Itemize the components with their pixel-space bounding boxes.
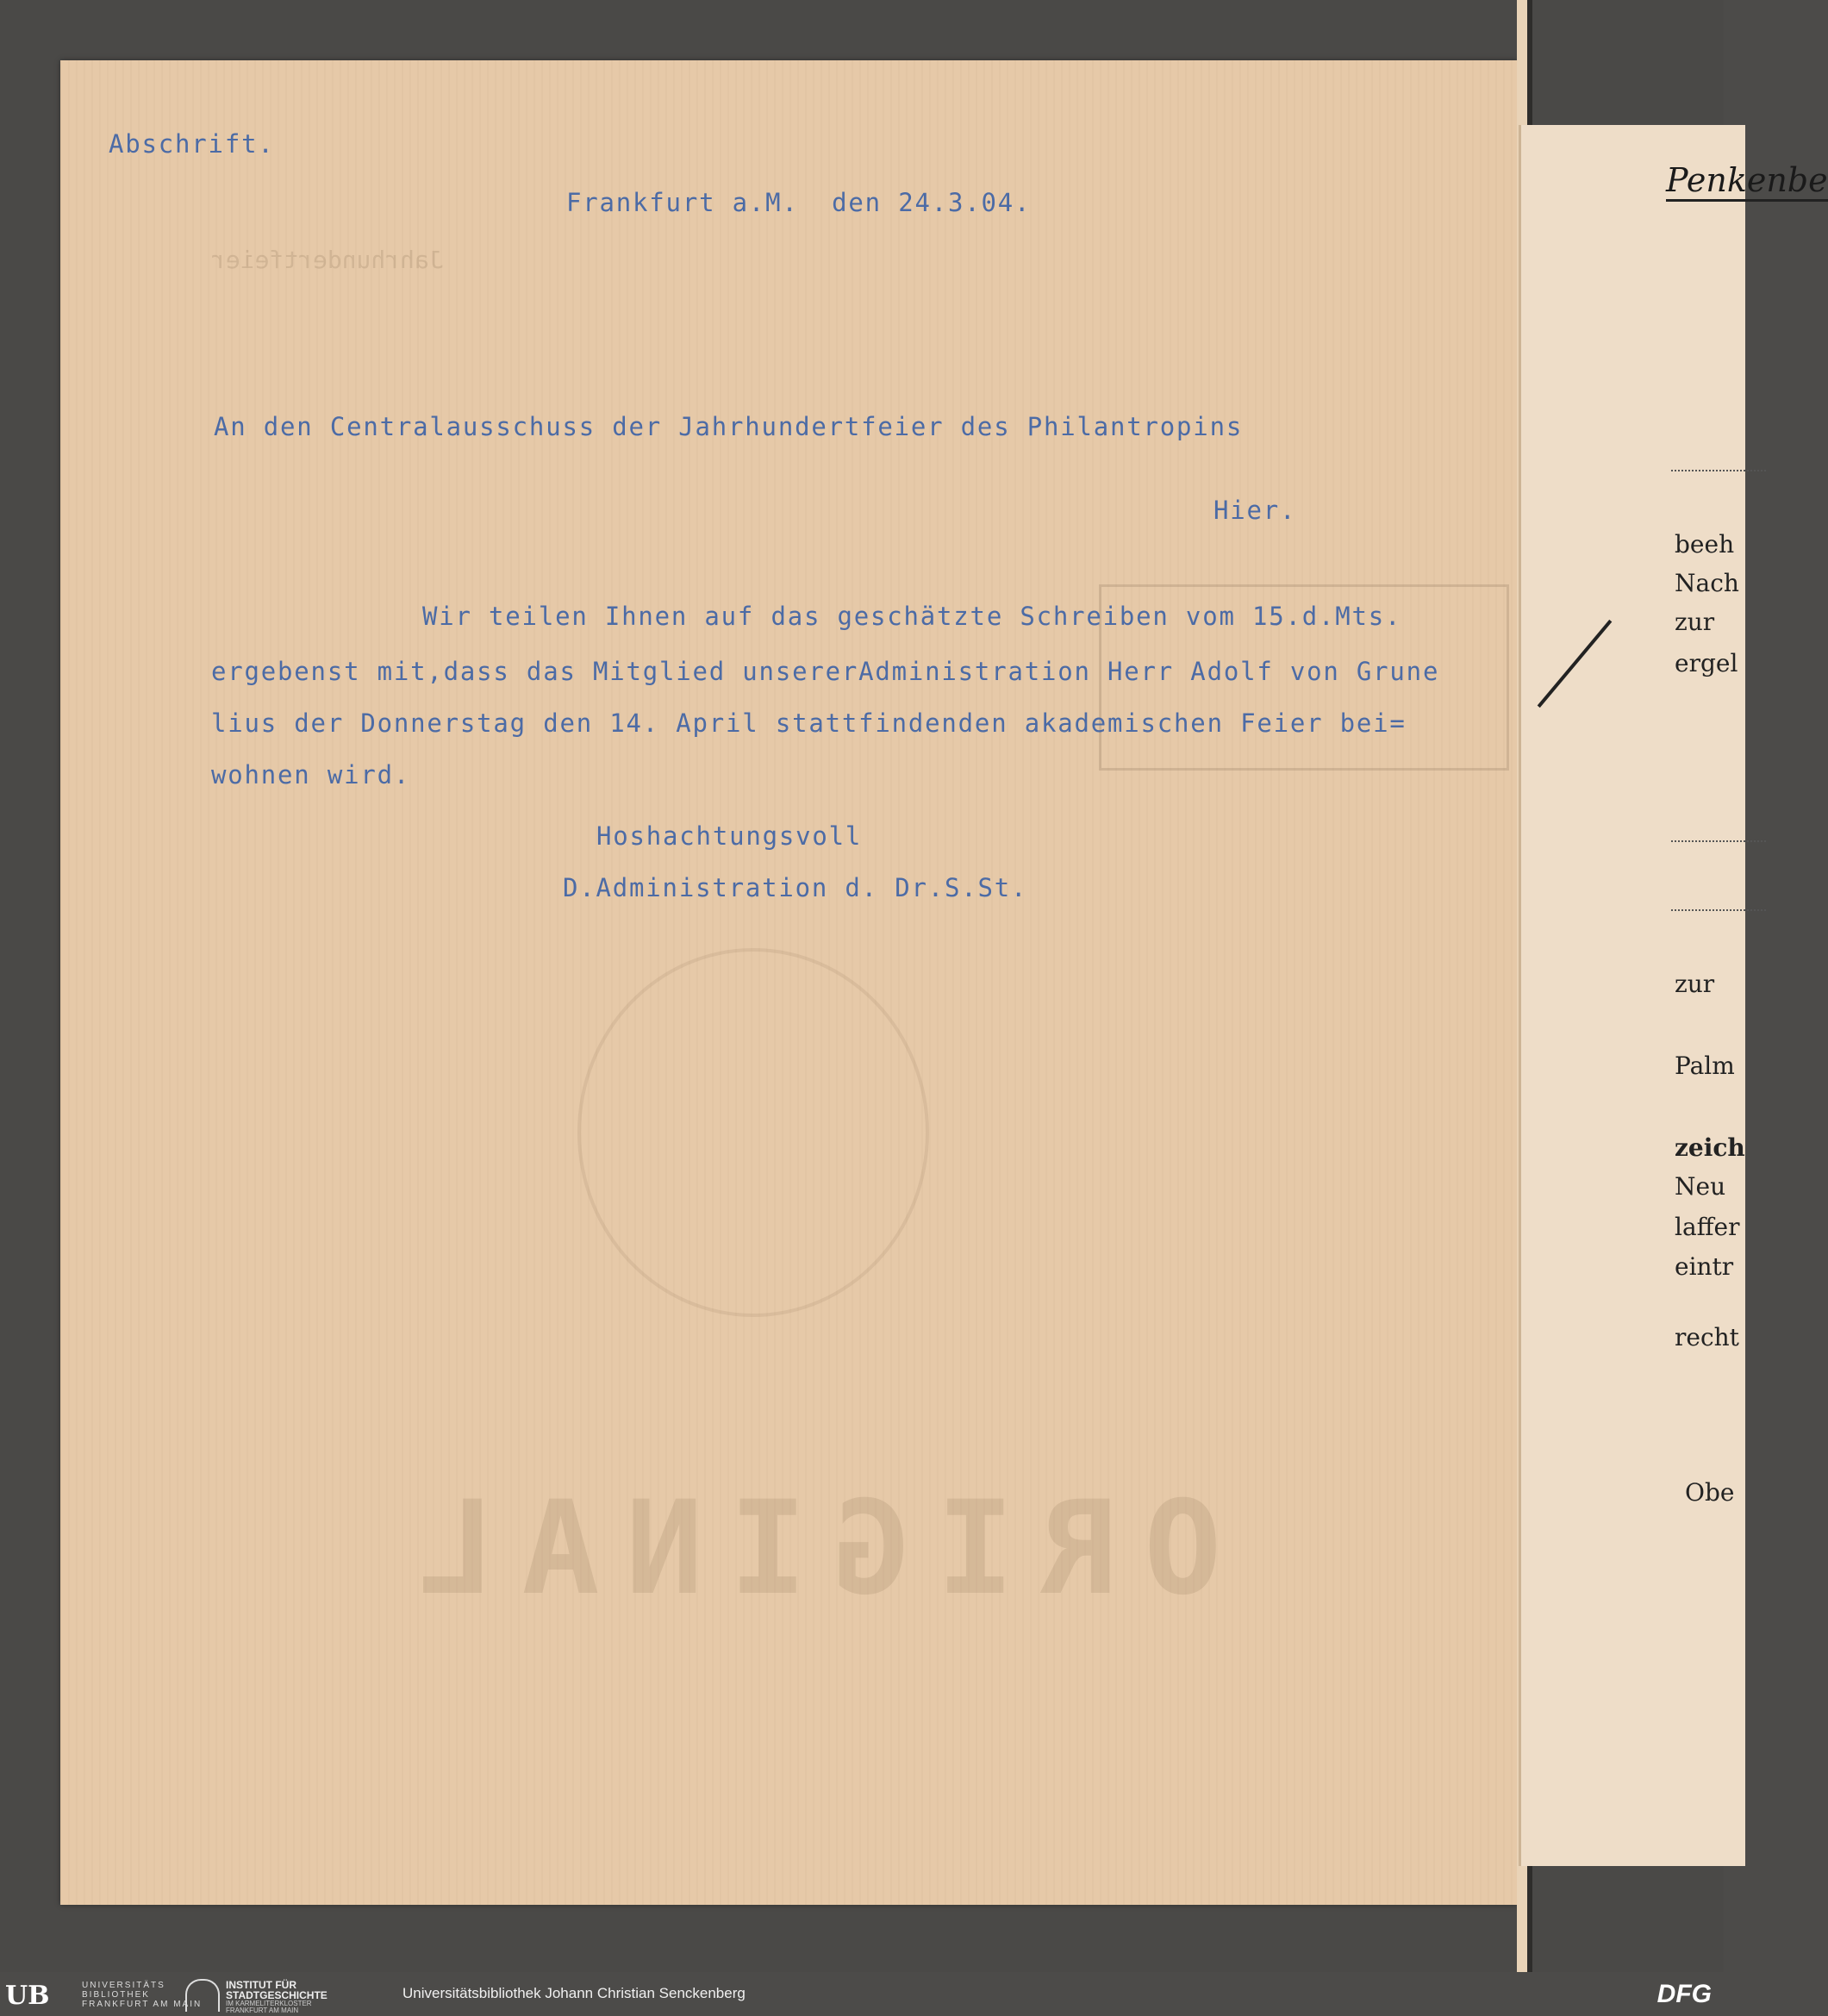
adjacent-word: Neu: [1675, 1172, 1726, 1201]
place-date: Frankfurt a.M. den 24.3.04.: [566, 188, 1032, 217]
adjacent-word: eintr: [1675, 1252, 1734, 1281]
body-line-4: wohnen wird.: [211, 760, 411, 790]
dotted-line: [1671, 470, 1766, 471]
ub-logo-text: UNIVERSITÄTS BIBLIOTHEK FRANKFURT AM MAIN: [82, 1981, 203, 2009]
adjacent-handwriting: Penkenbe: [1666, 161, 1828, 202]
reverse-bleed-seal: [577, 948, 929, 1317]
dotted-line: [1671, 909, 1766, 911]
dfg-logo[interactable]: DFG: [1656, 1980, 1712, 2008]
adjacent-word: zur: [1675, 608, 1715, 636]
reverse-bleed-original-stamp: ORIGINAL: [392, 1474, 1222, 1624]
body-line-1: Wir teilen Ihnen auf das geschätzte Schreiben vom 15.d.Mts.: [422, 602, 1402, 631]
handwritten-stroke: [1538, 620, 1613, 708]
adjacent-word: zur: [1675, 970, 1715, 998]
viewer-footer: [0, 1972, 1724, 2016]
adjacent-document: [1519, 125, 1828, 1866]
adjacent-word: Obe: [1685, 1478, 1735, 1507]
isg-logo-icon: [185, 1979, 220, 2012]
signature: D.Administration d. Dr.S.St.: [563, 873, 1028, 902]
reverse-bleed-text: Jahrhundertfeier: [211, 246, 1113, 274]
letter-page: [60, 60, 1517, 1905]
body-line-3: lius der Donnerstag den 14. April stattfindenden akademischen Feier bei=: [211, 708, 1407, 738]
dotted-line: [1671, 840, 1766, 842]
addressee: An den Centralausschuss der Jahrhundertfeier des Philantropins: [214, 412, 1244, 441]
adjacent-word: recht: [1675, 1323, 1739, 1351]
library-name: Universitätsbibliothek Johann Christian Senckenberg: [402, 1985, 746, 2001]
adjacent-word: laffer: [1675, 1213, 1740, 1241]
body-line-2: ergebenst mit,dass das Mitglied unsererAdministration Herr Adolf von Grune: [211, 657, 1440, 686]
adjacent-word: zeich: [1675, 1133, 1745, 1162]
heading-abschrift: Abschrift.: [109, 129, 275, 159]
isg-logo-subtext: IM KARMELITERKLOSTER FRANKFURT AM MAIN: [226, 2000, 312, 2014]
adjacent-word: beeh: [1675, 530, 1735, 559]
ub-logo[interactable]: UB: [5, 1981, 50, 2011]
isg-logo-text: INSTITUT FÜR STADTGESCHICHTE: [226, 1979, 328, 2001]
adjacent-word: Nach: [1675, 569, 1739, 597]
closing: Hoshachtungsvoll: [596, 821, 863, 851]
adjacent-word: ergel: [1675, 649, 1738, 677]
adjacent-word: Palm: [1675, 1052, 1735, 1080]
addressee-location: Hier.: [1213, 496, 1297, 525]
